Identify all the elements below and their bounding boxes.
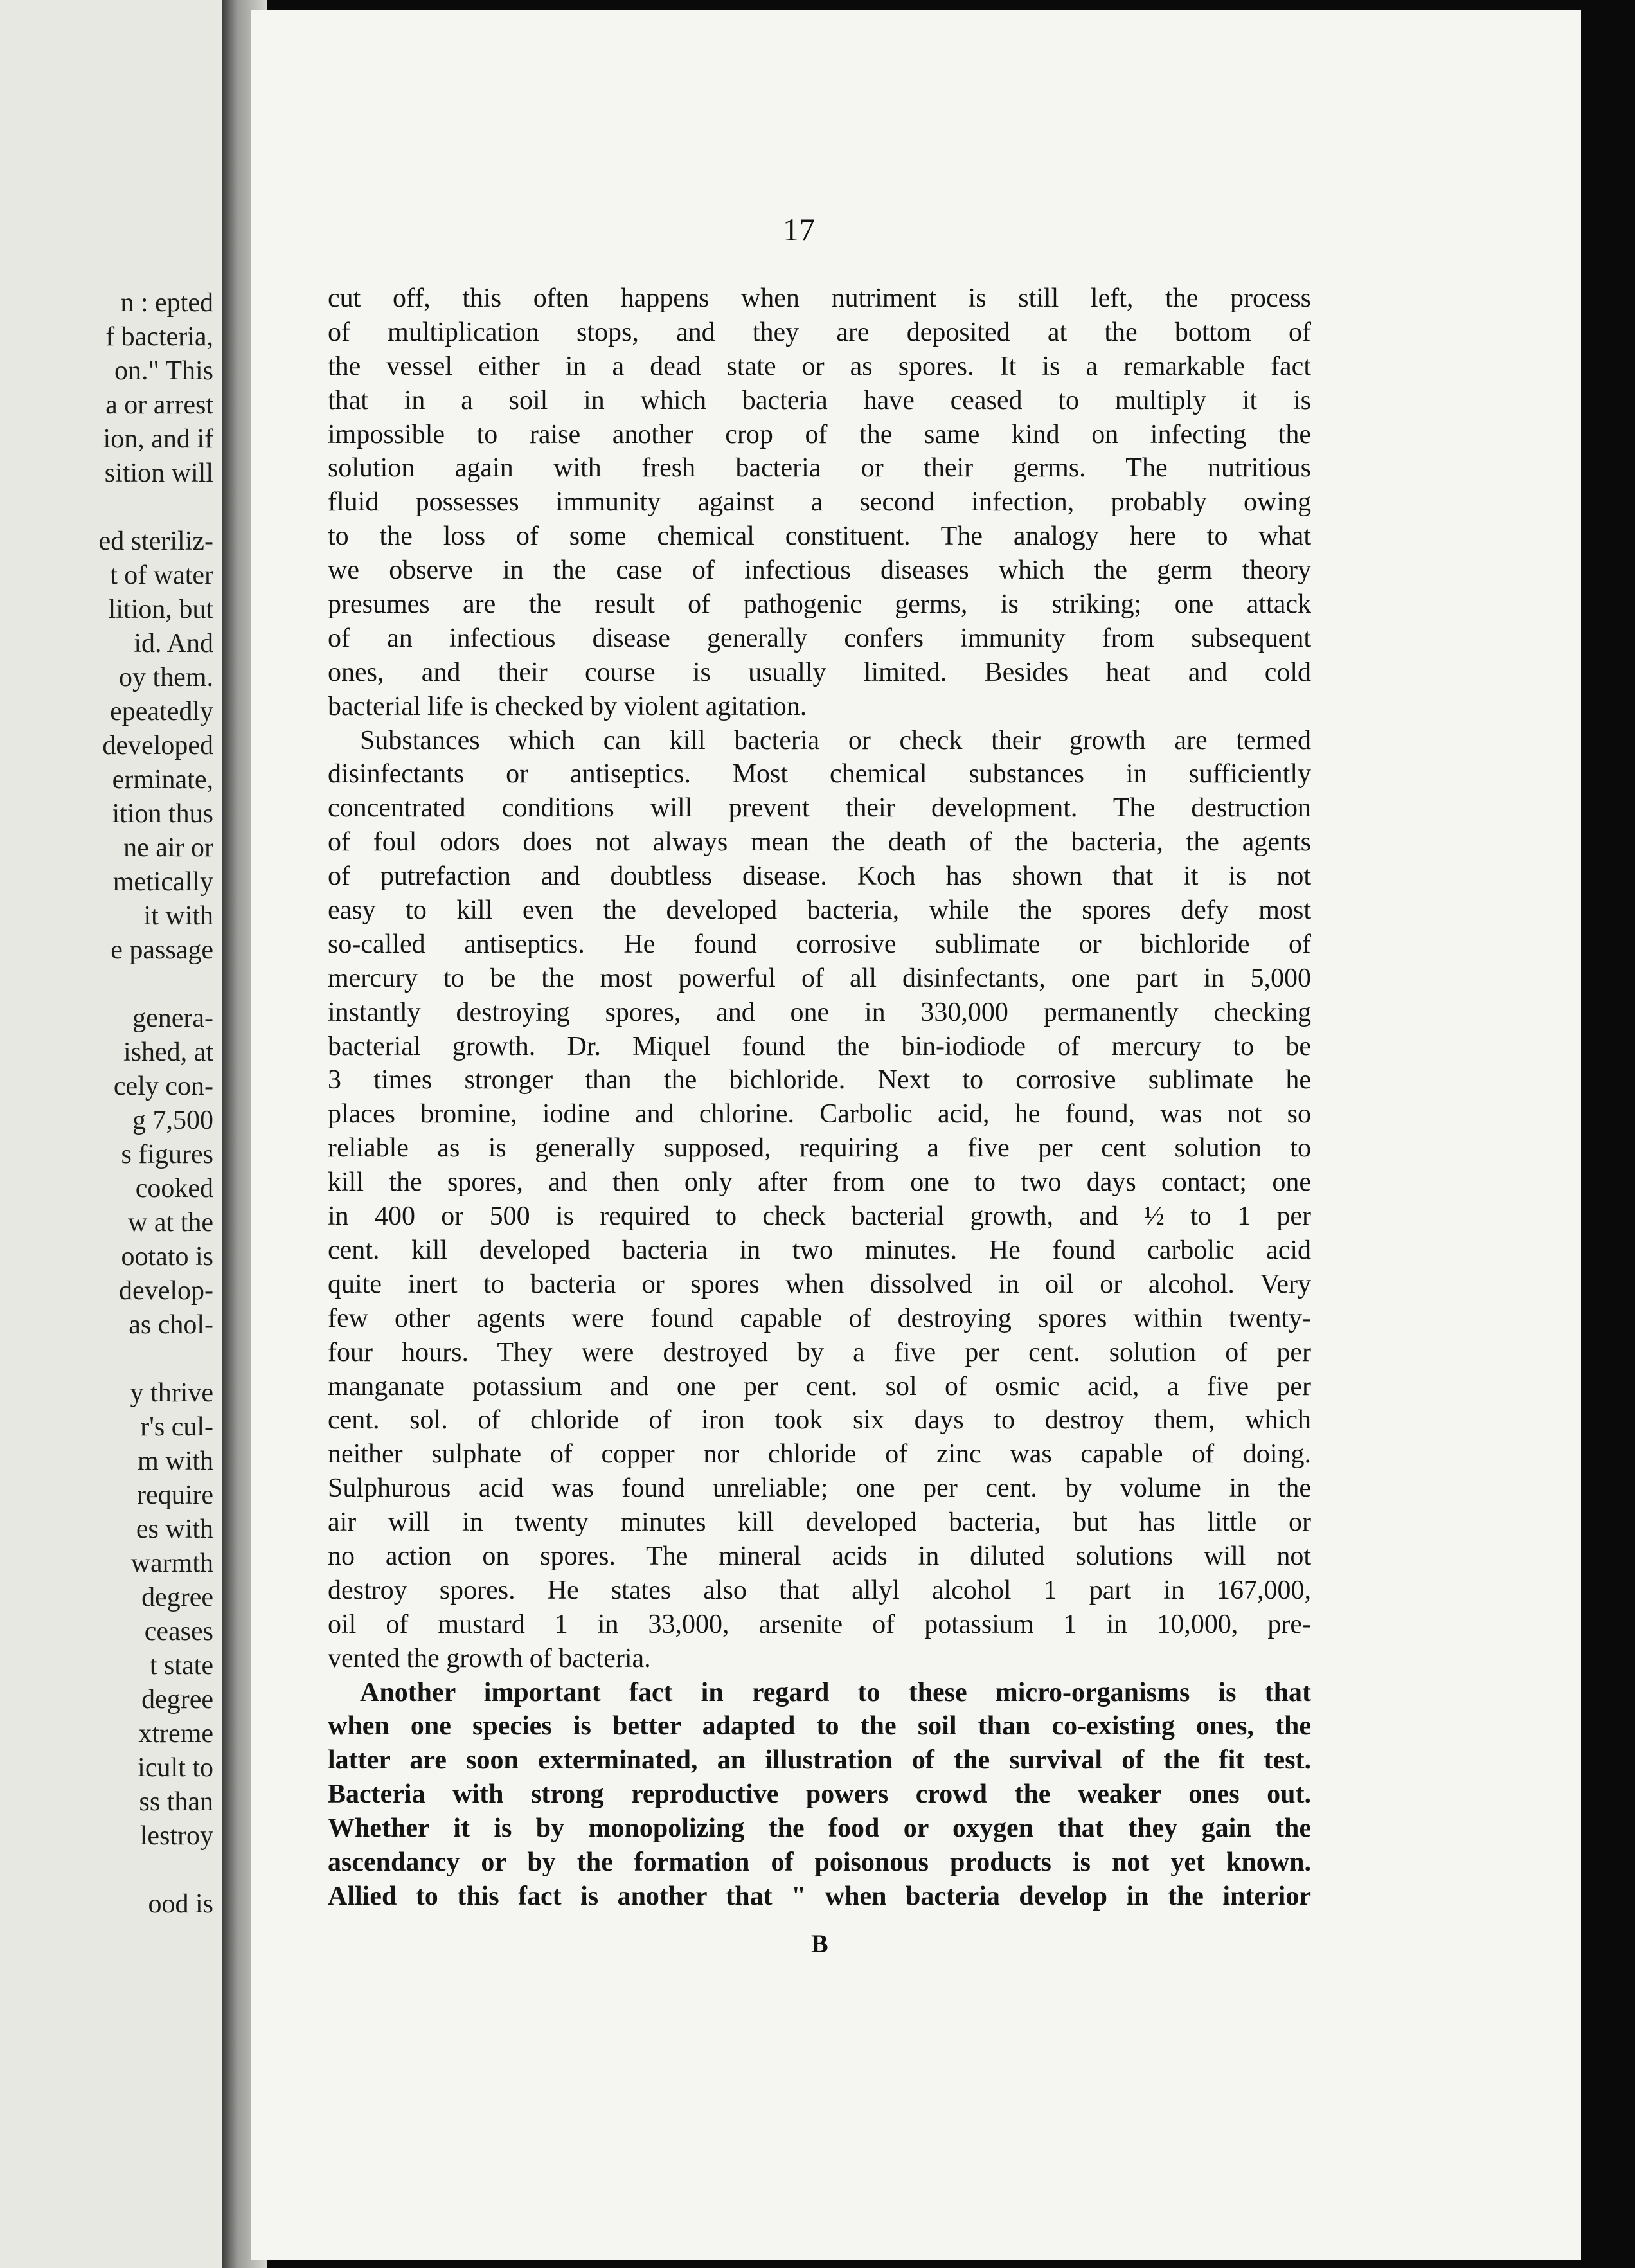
left-page-line: degree — [141, 1685, 213, 1715]
text-line: we observe in the case of infectious diseases which the germ theory — [328, 555, 1311, 586]
text-line: places bromine, iodine and chlorine. Carbolic acid, he found, was not so — [328, 1099, 1311, 1130]
text-line: no action on spores. The mineral acids in diluted solutions will not — [328, 1541, 1311, 1571]
text-line: to the loss of some chemical constituent. The analogy here to what — [328, 521, 1311, 552]
text-line: Substances which can kill bacteria or check their growth are termed — [360, 725, 1311, 755]
left-page-line: ed steriliz- — [98, 526, 213, 556]
left-page-line: erminate, — [112, 765, 213, 795]
left-page-line: t of water — [110, 561, 213, 590]
page-number: 17 — [783, 212, 815, 248]
text-line: Sulphurous acid was found unreliable; one per cent. by volume in the — [328, 1473, 1311, 1504]
text-line: disinfectants or antiseptics. Most chemical substances in sufficiently — [328, 759, 1311, 789]
text-line: solution again with fresh bacteria or their germs. The nutritious — [328, 453, 1311, 483]
left-page-line: g 7,500 — [132, 1106, 213, 1135]
text-line: so-called antiseptics. He found corrosive sublimate or bichloride of — [328, 929, 1311, 959]
left-page-line: metically — [112, 867, 213, 897]
text-line: of putrefaction and doubtless disease. Koch has shown that it is not — [328, 861, 1311, 892]
body-text — [328, 282, 1311, 1914]
text-line: destroy spores. He states also that allyl alcohol 1 part in 167,000, — [328, 1575, 1311, 1605]
signature-mark: B — [811, 1929, 828, 1958]
left-page-line: ion, and if — [103, 424, 213, 454]
left-page-line: ition thus — [112, 799, 213, 829]
left-page-line: sition will — [104, 458, 213, 488]
text-line: kill the spores, and then only after from one to two days contact; one — [328, 1167, 1311, 1198]
left-page-line: xtreme — [138, 1719, 213, 1749]
text-line: cut off, this often happens when nutriment is still left, the process — [328, 284, 1311, 313]
text-line: impossible to raise another crop of the same kind on infecting the — [328, 419, 1311, 449]
text-line: oil of mustard 1 in 33,000, arsenite of potassium 1 in 10,000, pre- — [328, 1609, 1311, 1639]
text-line: concentrated conditions will prevent their development. The destruction — [328, 793, 1311, 824]
left-page-line: epeatedly — [110, 697, 213, 726]
text-line: vented the growth of bacteria. — [328, 1643, 651, 1673]
left-page-line: genera- — [132, 1004, 213, 1033]
text-line: mercury to be the most powerful of all disinfectants, one part in 5,000 — [328, 963, 1311, 993]
text-line: Allied to this fact is another that " when bacteria develop in the interior — [328, 1881, 1311, 1911]
text-line: fluid possesses immunity against a second infection, probably owing — [328, 487, 1311, 518]
text-line: bacterial life is checked by violent agitation. — [328, 691, 807, 721]
text-line: 3 times stronger than the bichloride. Next to corrosive sublimate he — [328, 1065, 1311, 1095]
left-page-line: it with — [143, 901, 213, 931]
left-page-line: cooked — [135, 1174, 213, 1203]
left-page-line: degree — [141, 1583, 213, 1612]
scan-border — [1581, 0, 1635, 2268]
left-page-line: w at the — [128, 1208, 213, 1238]
text-line: Bacteria with strong reproductive powers crowd the weaker ones out. — [328, 1779, 1311, 1810]
text-line: of foul odors does not always mean the death of the bacteria, the agents — [328, 827, 1311, 858]
text-line: Whether it is by monopolizing the food or oxygen that they gain the — [328, 1814, 1311, 1844]
left-page-line: es with — [136, 1515, 213, 1544]
left-page-line: t state — [149, 1651, 213, 1680]
text-line: four hours. They were destroyed by a five per cent. solution of per — [328, 1337, 1311, 1367]
paragraph-2 — [328, 724, 1311, 1676]
paragraph-1 — [328, 282, 1311, 724]
left-page-line: id. And — [134, 629, 213, 658]
left-page-line: cely con- — [113, 1072, 213, 1101]
text-line: Another important fact in regard to these micro-organisms is that — [360, 1677, 1311, 1707]
left-page-line: s figures — [121, 1140, 213, 1169]
text-line: ascendancy or by the formation of poisonous products is not yet known. — [328, 1847, 1311, 1877]
left-page-line: icult to — [138, 1753, 213, 1783]
left-page-text-fragments — [0, 286, 222, 1922]
left-page-line: ceases — [144, 1617, 213, 1646]
text-line: in 400 or 500 is required to check bacterial growth, and ½ to 1 per — [328, 1202, 1311, 1232]
text-line: instantly destroying spores, and one in 330,000 permanently checking — [328, 997, 1311, 1027]
left-page-line: require — [137, 1480, 213, 1510]
text-line: quite inert to bacteria or spores when dissolved in oil or alcohol. Very — [328, 1269, 1311, 1299]
left-page-line: lition, but — [108, 595, 213, 624]
left-page-line: developed — [102, 731, 213, 760]
text-line: the vessel either in a dead state or as spores. It is a remarkable fact — [328, 351, 1311, 381]
left-page-line: on." This — [114, 356, 213, 386]
text-line: easy to kill even the developed bacteria, while the spores defy most — [328, 896, 1311, 926]
left-page-line: warmth — [130, 1549, 213, 1578]
text-line: of multiplication stops, and they are deposited at the bottom of — [328, 317, 1311, 347]
left-page-line: as chol- — [129, 1310, 213, 1340]
left-page-line: r's cul- — [140, 1412, 213, 1442]
text-line: that in a soil in which bacteria have ceased to multiply it is — [328, 385, 1311, 415]
left-page-line: ss than — [139, 1787, 213, 1817]
text-line: presumes are the result of pathogenic germs, is striking; one attack — [328, 590, 1311, 620]
text-line: when one species is better adapted to the soil than co-existing ones, the — [328, 1711, 1311, 1742]
paragraph-3 — [328, 1676, 1311, 1914]
text-line: air will in twenty minutes kill developed bacteria, but has little or — [328, 1508, 1311, 1538]
text-line: neither sulphate of copper nor chloride of zinc was capable of doing. — [328, 1439, 1311, 1470]
text-line: latter are soon exterminated, an illustration of the survival of the fit test. — [328, 1745, 1311, 1776]
text-line: bacterial growth. Dr. Miquel found the bin-iodiode of mercury to be — [328, 1031, 1311, 1061]
text-line: manganate potassium and one per cent. sol of osmic acid, a five per — [328, 1371, 1311, 1401]
left-page — [0, 0, 222, 2268]
left-page-line: develop- — [119, 1276, 213, 1306]
left-page-line — [0, 491, 222, 525]
left-page-line: n : epted — [120, 288, 213, 318]
left-page-line: f bacteria, — [105, 322, 213, 352]
left-page-line — [0, 968, 222, 1002]
left-page-line — [0, 1342, 222, 1376]
text-line: ones, and their course is usually limited. Besides heat and cold — [328, 657, 1311, 687]
left-page-line: e passage — [111, 935, 213, 965]
left-page-line: ootato is — [121, 1242, 213, 1272]
left-page-line: oy them. — [119, 663, 213, 692]
left-page-line: a or arrest — [105, 390, 213, 420]
text-line: cent. sol. of chloride of iron took six days to destroy them, which — [328, 1405, 1311, 1436]
left-page-line: m with — [138, 1446, 213, 1476]
left-page-line — [0, 1853, 222, 1887]
left-page-line: lestroy — [139, 1821, 213, 1851]
left-page-line: y thrive — [130, 1378, 213, 1408]
text-line: of an infectious disease generally confers immunity from subsequent — [328, 623, 1311, 653]
left-page-line: ished, at — [123, 1038, 213, 1067]
text-line: cent. kill developed bacteria in two minutes. He found carbolic acid — [328, 1235, 1311, 1265]
text-line: reliable as is generally supposed, requiring a five per cent solution to — [328, 1133, 1311, 1164]
text-line: few other agents were found capable of destroying spores within twenty- — [328, 1303, 1311, 1333]
left-page-line: ood is — [148, 1889, 213, 1919]
left-page-line: ne air or — [123, 833, 213, 863]
